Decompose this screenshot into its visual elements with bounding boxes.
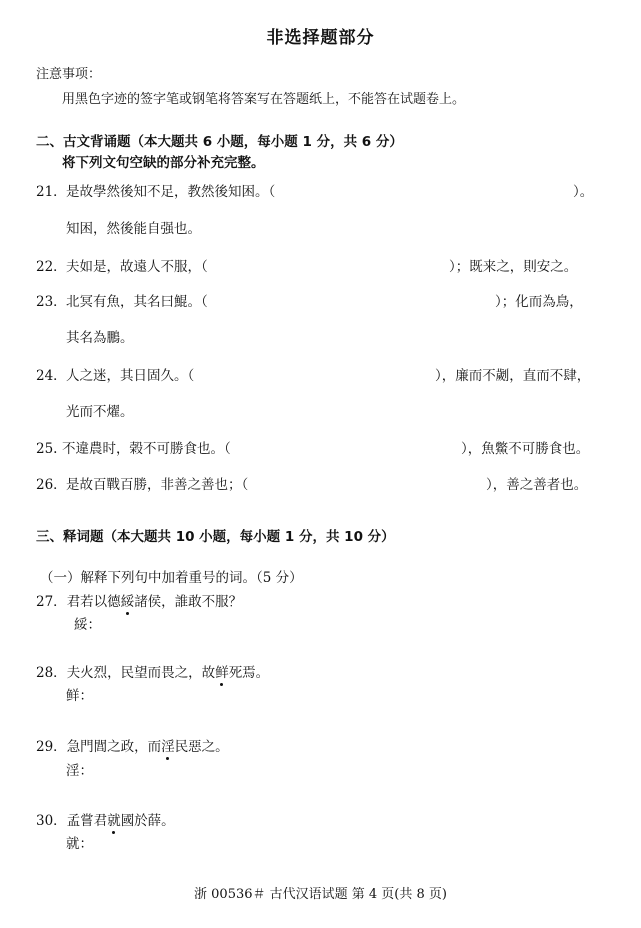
q26-number: 26． (36, 477, 67, 493)
q28-pre: 夫火烈，民望而畏之，故 (66, 665, 216, 681)
q22-text: 夫如是，故遠人不服，（ (66, 259, 208, 275)
q27-post: 諸侯，誰敢不服？ (134, 594, 243, 610)
q30-emphasis-word: 就 (107, 813, 121, 829)
section-3-heading: 三、释词题（本大题共 10 小题，每小题 1 分，共 10 分） (36, 529, 395, 545)
q28-number: 28． (36, 665, 67, 681)
notice-label: 注意事项： (36, 67, 102, 82)
q22-close: ）；既来之，則安之。 (449, 259, 578, 275)
q24-text: 人之迷，其日固久。（ (66, 368, 195, 384)
q23-number: 23． (36, 294, 67, 310)
section-3-subheading: （一）解释下列句中加着重号的词。（5 分） (40, 570, 303, 586)
page-title: 非选择题部分 (266, 28, 375, 48)
q25-number: 25. (36, 441, 58, 457)
q30-pre: 孟嘗君 (66, 813, 108, 829)
q28-answer-label: 鲜： (66, 688, 93, 704)
q28-emphasis-word: 鲜 (215, 665, 229, 681)
q22-number: 22． (36, 259, 67, 275)
q29-number: 29． (36, 739, 67, 755)
page-footer: 浙 00536＃ 古代汉语试题 第 4 页(共 8 页) (194, 887, 447, 902)
q21-close: ）。 (573, 184, 594, 200)
q21-text: 是故學然後知不足，教然後知困。（ (66, 184, 276, 200)
q28-post: 死焉。 (228, 665, 270, 681)
q27-answer-label: 綏： (74, 617, 101, 633)
q23-text: 北冥有魚，其名曰鯤。（ (66, 294, 208, 310)
q29-pre: 急門閭之政，而 (66, 739, 162, 755)
q21-number: 21． (36, 184, 67, 200)
q24-close: ），廉而不劌，直而不肆， (435, 368, 591, 384)
q29-post: 民惡之。 (174, 739, 229, 755)
q27-line (36, 596, 242, 610)
q27-emphasis-word: 綏 (120, 594, 135, 610)
q24-continuation: 光而不燿。 (66, 404, 134, 420)
q25-close: ），魚鱉不可勝食也。 (461, 441, 590, 457)
q30-line (36, 815, 175, 829)
q24-number: 24． (36, 368, 67, 384)
q23-close: ）；化而為鳥， (495, 294, 583, 310)
q29-line (36, 741, 229, 755)
q23-continuation: 其名為鵬。 (66, 330, 134, 346)
q26-close: ），善之善者也。 (486, 477, 588, 493)
q21-continuation: 知困，然後能自强也。 (66, 221, 201, 237)
notice-text: 用黑色字迹的签字笔或钢笔将答案写在答题纸上，不能答在试题卷上。 (62, 92, 466, 107)
q29-answer-label: 淫： (66, 763, 93, 779)
q30-answer-label: 就： (66, 836, 93, 852)
q30-number: 30． (36, 813, 67, 829)
q27-number: 27． (36, 594, 67, 610)
q26-text: 是故百戰百勝，非善之善也；（ (66, 477, 249, 493)
section-2-instruction: 将下列文句空缺的部分补充完整。 (62, 155, 265, 171)
q27-pre: 君若以德 (66, 594, 121, 610)
q25-text: 不違農时，榖不可勝食也。（ (62, 441, 231, 457)
section-2-heading: 二、古文背诵题（本大题共 6 小题，每小题 1 分，共 6 分） (36, 134, 403, 150)
q30-post: 國於薛。 (120, 813, 175, 829)
q28-line (36, 667, 269, 681)
q29-emphasis-word: 淫 (161, 739, 175, 755)
